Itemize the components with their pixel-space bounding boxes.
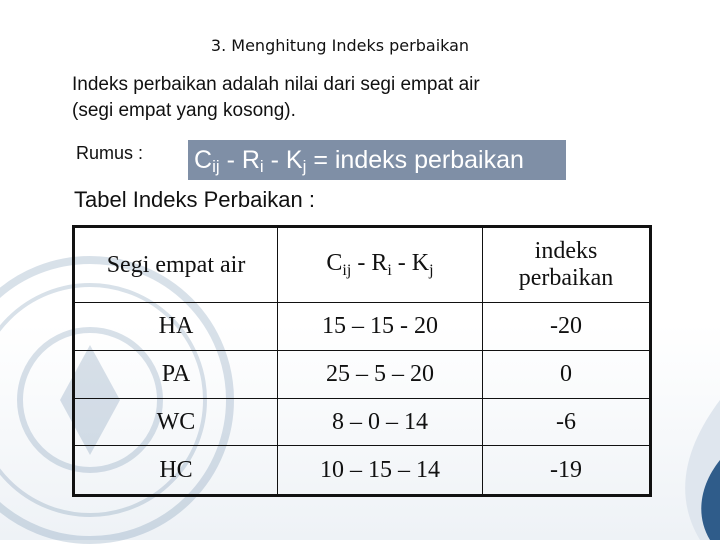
header-cell-formula: [278, 227, 483, 303]
row-cell-calc: 15 – 15 - 20: [278, 303, 483, 351]
row-cell-calc: 8 – 0 – 14: [278, 398, 483, 446]
header-cell-indeks: [483, 227, 651, 303]
index-table: [72, 225, 652, 497]
formula-k: K: [285, 146, 303, 174]
header-indeks-line-1: indeks: [534, 238, 598, 264]
row-cell-name: HC: [74, 446, 278, 496]
table-row: [74, 303, 651, 351]
row-cell-value: 0: [483, 350, 651, 398]
row-cell-value: -20: [483, 303, 651, 351]
intro-line-2: (segi empat yang kosong).: [72, 100, 296, 121]
header-r: R: [371, 250, 388, 276]
table-header-row: [74, 227, 651, 303]
row-cell-calc: 25 – 5 – 20: [278, 350, 483, 398]
header-c: C: [326, 250, 343, 276]
table-row: [74, 398, 651, 446]
header-dash-1: -: [351, 250, 372, 276]
header-k: K: [411, 250, 430, 276]
header-cell-segi-empat: Segi empat air: [74, 227, 278, 303]
formula-dash-1: -: [219, 146, 242, 174]
formula-label: Rumus :: [76, 143, 144, 163]
row-cell-value: -6: [483, 398, 651, 446]
slide-title: 3. Menghitung Indeks perbaikan: [210, 36, 470, 55]
formula-rest: = indeks perbaikan: [306, 146, 524, 174]
formula-dash-2: -: [263, 146, 286, 174]
row-cell-calc: 10 – 15 – 14: [278, 446, 483, 496]
header-c-sub: ij: [342, 262, 352, 279]
header-indeks-line-2: perbaikan: [518, 265, 614, 291]
table-heading: Tabel Indeks Perbaikan :: [74, 187, 315, 212]
intro-text: [72, 72, 672, 124]
header-r-sub: i: [387, 262, 392, 279]
row-cell-name: PA: [74, 350, 278, 398]
formula-k-sub: j: [302, 157, 307, 176]
formula-c: C: [194, 146, 213, 174]
table-row: [74, 446, 651, 496]
intro-line-1: Indeks perbaikan adalah nilai dari segi empat air: [72, 74, 480, 95]
formula-r-sub: i: [259, 157, 264, 176]
row-cell-value: -19: [483, 446, 651, 496]
formula-c-sub: ij: [212, 157, 220, 176]
table-row: [74, 350, 651, 398]
formula-r: R: [241, 146, 260, 174]
header-dash-2: -: [391, 250, 412, 276]
row-cell-name: HA: [74, 303, 278, 351]
row-cell-name: WC: [74, 398, 278, 446]
formula-box: [188, 140, 566, 180]
header-k-sub: j: [429, 262, 434, 279]
